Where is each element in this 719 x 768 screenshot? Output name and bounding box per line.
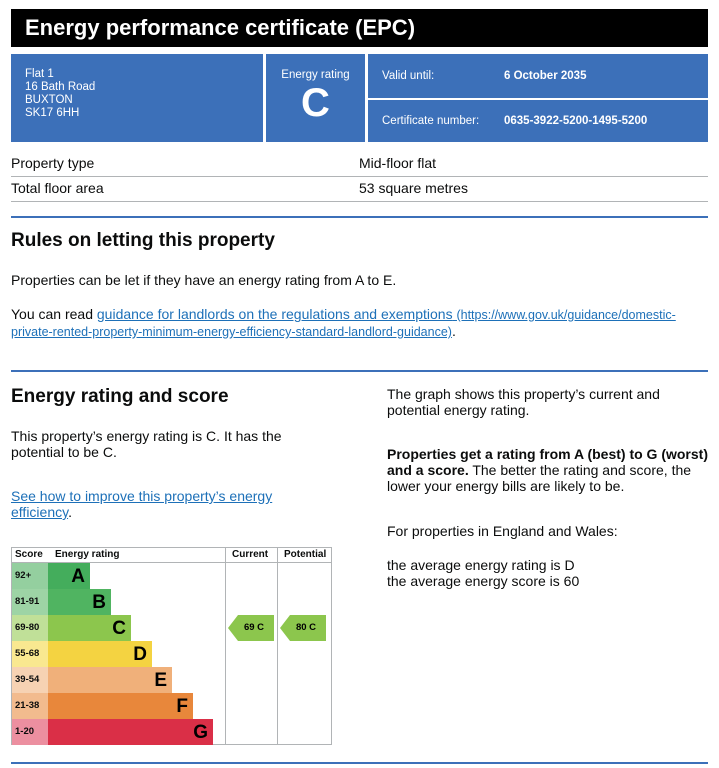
valid-until-value: 6 October 2035 — [504, 70, 587, 82]
band-bar — [48, 719, 213, 745]
letting-guidance-paragraph — [11, 306, 701, 340]
band-score-range: 1-20 — [12, 719, 48, 745]
guidance-prefix: You can read — [11, 306, 97, 322]
band-score-range: 81-91 — [12, 589, 48, 615]
guidance-url-line1[interactable]: (https://www.gov.uk/guidance/domestic- — [456, 308, 676, 322]
letting-heading: Rules on letting this property — [11, 230, 275, 251]
property-type-label: Property type — [11, 155, 95, 171]
average-rating: the average energy rating is D — [387, 557, 575, 573]
band-score-range: 55-68 — [12, 641, 48, 667]
certificate-number-value: 0635-3922-5200-1495-5200 — [504, 115, 648, 127]
property-type-row — [11, 151, 708, 177]
band-bar — [48, 589, 111, 615]
page-title: Energy performance certificate (EPC) — [11, 9, 708, 47]
section-divider — [11, 370, 708, 372]
current-column-header: Current — [232, 549, 269, 560]
england-wales-label: For properties in England and Wales: — [387, 523, 618, 539]
band-letter: G — [193, 722, 208, 743]
rating-scale-rest: The better the rating and score, the lower your energy bills are likely to be. — [387, 462, 692, 494]
band-score-range: 21-38 — [12, 693, 48, 719]
energy-rating-box — [266, 54, 365, 142]
band-score-range: 69-80 — [12, 615, 48, 641]
band-bar — [48, 563, 90, 589]
band-letter: A — [71, 566, 85, 587]
energy-rating-label: Energy rating — [281, 69, 350, 81]
floor-area-value: 53 square metres — [359, 180, 468, 196]
column-divider — [225, 548, 226, 744]
certificate-number-label: Certificate number: — [382, 115, 480, 127]
band-bar — [48, 667, 172, 693]
potential-rating-arrow — [280, 615, 326, 641]
band-bar — [48, 615, 131, 641]
valid-until-box — [368, 54, 708, 98]
energy-rating-letter: C — [301, 81, 330, 125]
band-score-range: 92+ — [12, 563, 48, 589]
address-line: Flat 1 — [25, 68, 54, 80]
band-letter: E — [154, 670, 167, 691]
potential-rating-arrow-label: 80 C — [295, 622, 317, 633]
floor-area-label: Total floor area — [11, 180, 104, 196]
improve-paragraph — [11, 488, 311, 520]
band-letter: D — [133, 644, 147, 665]
average-score: the average energy score is 60 — [387, 573, 580, 589]
section-divider — [11, 216, 708, 218]
rating-scale-bold: Properties get a rating from A (best) to G (worst) and a score. — [387, 446, 708, 478]
potential-column-header: Potential — [284, 549, 327, 560]
guidance-link[interactable] — [11, 306, 676, 339]
address-line: 16 Bath Road — [25, 81, 96, 93]
improve-suffix: . — [68, 504, 72, 520]
band-letter: B — [92, 592, 106, 613]
improve-link[interactable]: See how to improve this property’s energy efficiency — [11, 488, 273, 520]
energy-heading: Energy rating and score — [11, 386, 229, 407]
guidance-link-text[interactable]: guidance for landlords on the regulations and exemptions — [96, 306, 453, 322]
rating-column-header: Energy rating — [55, 549, 120, 560]
property-type-value: Mid-floor flat — [359, 155, 437, 171]
band-bar — [48, 641, 152, 667]
guidance-suffix: . — [451, 323, 456, 339]
band-bar — [48, 693, 193, 719]
floor-area-row — [11, 176, 708, 202]
valid-until-label: Valid until: — [382, 70, 435, 82]
certificate-number-box — [368, 100, 708, 142]
address-line: BUXTON — [25, 94, 73, 106]
band-letter: F — [176, 696, 188, 717]
rating-scale-paragraph — [387, 446, 709, 494]
address-box — [11, 54, 263, 142]
letting-paragraph: Properties can be let if they have an energy rating from A to E. — [11, 272, 397, 288]
guidance-url-line2[interactable]: private-rented-property-minimum-energy-efficiency-standard-landlord-guidance) — [11, 325, 452, 339]
score-column-header: Score — [15, 549, 43, 560]
band-score-range: 39-54 — [12, 667, 48, 693]
energy-rating-chart — [11, 547, 332, 745]
graph-explainer: The graph shows this property’s current and potential energy rating. — [387, 386, 660, 418]
energy-rating-paragraph: This property’s energy rating is C. It has the potential to be C. — [11, 428, 282, 460]
band-letter: C — [112, 618, 126, 639]
current-rating-arrow — [228, 615, 274, 641]
current-rating-arrow-label: 69 C — [243, 622, 265, 633]
column-divider — [277, 548, 278, 744]
address-line: SK17 6HH — [25, 107, 80, 119]
section-divider — [11, 762, 708, 764]
